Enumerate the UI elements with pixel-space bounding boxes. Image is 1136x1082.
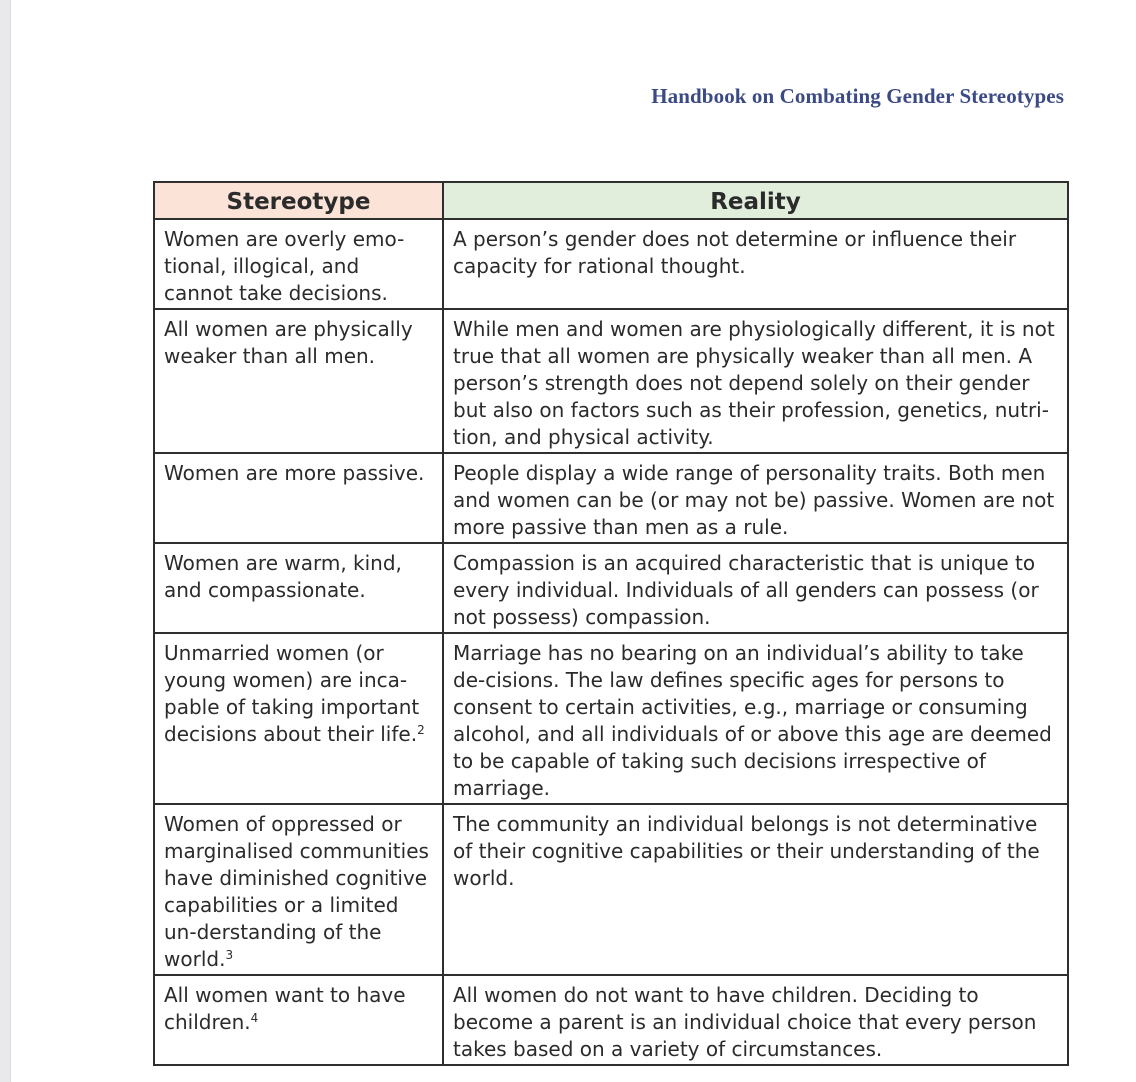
stereotype-cell: [154, 453, 443, 543]
reality-column-header: Reality: [443, 182, 1068, 219]
stereotype-cell: [154, 804, 443, 975]
reality-cell: Marriage has no bearing on an individual’s ability to take de-cisions. The law defines specific ages for persons to consent to certain activities, e.g., marriage or consuming alcohol, and all individuals of or above this age are deemed to be capable of taking such decisions irrespective of marriage.: [443, 633, 1068, 804]
stereotype-text: All women want to have children.: [164, 983, 406, 1034]
stereotype-cell: [154, 633, 443, 804]
stereotype-cell: [154, 309, 443, 453]
stereotype-text: Unmarried women (or young women) are inca-pable of taking important decisions about their life.: [164, 641, 420, 746]
table-row: [154, 309, 1068, 453]
stereotype-text: Women are more passive.: [164, 461, 425, 485]
running-header: Handbook on Combating Gender Stereotypes: [651, 84, 1064, 108]
table-header-row: [154, 182, 1068, 219]
reality-cell: Compassion is an acquired characteristic that is unique to every individual. Individuals of all genders can possess (or not possess) compassion.: [443, 543, 1068, 633]
footnote-marker: 3: [225, 948, 234, 962]
stereotype-reality-table: [153, 181, 1069, 1066]
table-row: [154, 219, 1068, 309]
stereotype-column-header: Stereotype: [154, 182, 443, 219]
stereotype-text: Women are warm, kind, and compassionate.: [164, 551, 402, 602]
stereotype-cell: [154, 975, 443, 1065]
reality-cell: All women do not want to have children. Deciding to become a parent is an individual choice that every person takes based on a variety of circumstances.: [443, 975, 1068, 1065]
reality-cell: A person’s gender does not determine or influence their capacity for rational thought.: [443, 219, 1068, 309]
table-row: [154, 804, 1068, 975]
footnote-marker: 4: [250, 1011, 259, 1025]
stereotype-text: All women are physically weaker than all men.: [164, 317, 413, 368]
stereotype-cell: [154, 543, 443, 633]
stereotype-text: Women of oppressed or marginalised communities have diminished cognitive capabilities or a limited un-derstanding of the world.: [164, 812, 429, 971]
footnote-marker: 2: [417, 723, 425, 737]
viewer-left-gutter: [0, 0, 11, 1082]
table-row: [154, 633, 1068, 804]
reality-cell: The community an individual belongs is not determinative of their cognitive capabilities or their understanding of the world.: [443, 804, 1068, 975]
table-row: [154, 543, 1068, 633]
table-row: [154, 453, 1068, 543]
reality-cell: While men and women are physiologically different, it is not true that all women are physically weaker than all men. A person’s strength does not depend solely on their gender but also on factors such as their profession, genetics, nutri-tion, and physical activity.: [443, 309, 1068, 453]
table-row: [154, 975, 1068, 1065]
stereotype-cell: [154, 219, 443, 309]
reality-cell: People display a wide range of personality traits. Both men and women can be (or may not be) passive. Women are not more passive than men as a rule.: [443, 453, 1068, 543]
stereotype-text: Women are overly emo-tional, illogical, and cannot take decisions.: [164, 227, 405, 305]
